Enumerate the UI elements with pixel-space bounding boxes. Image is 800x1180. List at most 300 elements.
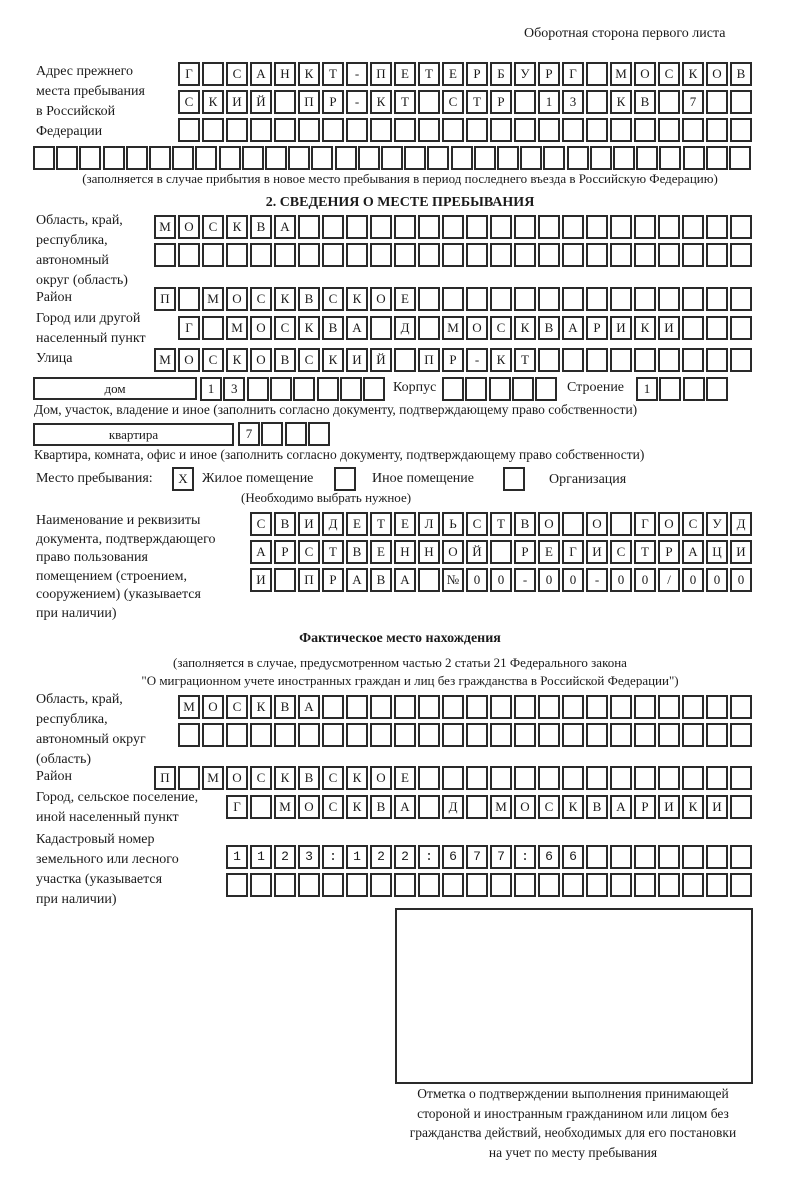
char-box[interactable]: Т (634, 540, 656, 564)
char-box[interactable]: О (538, 512, 560, 536)
char-box[interactable]: 0 (610, 568, 632, 592)
char-box[interactable] (514, 215, 536, 239)
char-box[interactable]: К (346, 287, 368, 311)
char-box[interactable]: С (322, 287, 344, 311)
char-box[interactable] (394, 118, 416, 142)
char-box[interactable] (610, 873, 632, 897)
char-box[interactable]: В (274, 695, 296, 719)
char-box[interactable] (610, 243, 632, 267)
char-box[interactable] (274, 243, 296, 267)
char-box[interactable]: В (586, 795, 608, 819)
char-box[interactable]: Е (394, 287, 416, 311)
char-box[interactable] (634, 118, 656, 142)
char-box[interactable]: О (442, 540, 464, 564)
char-box[interactable]: О (514, 795, 536, 819)
char-box[interactable]: И (250, 568, 272, 592)
char-box[interactable] (706, 287, 728, 311)
char-box[interactable]: К (370, 90, 392, 114)
char-box[interactable]: О (298, 795, 320, 819)
char-box[interactable]: С (682, 512, 704, 536)
char-box[interactable]: 7 (238, 422, 260, 446)
char-box[interactable] (298, 243, 320, 267)
char-box[interactable]: Е (538, 540, 560, 564)
char-box[interactable]: Ь (442, 512, 464, 536)
char-box[interactable] (178, 723, 200, 747)
char-box[interactable] (178, 243, 200, 267)
char-box[interactable]: Н (274, 62, 296, 86)
char-box[interactable] (706, 377, 728, 401)
char-box[interactable]: К (610, 90, 632, 114)
char-box[interactable] (466, 118, 488, 142)
char-box[interactable]: К (298, 62, 320, 86)
char-box[interactable] (274, 873, 296, 897)
char-box[interactable]: К (514, 316, 536, 340)
char-box[interactable] (490, 723, 512, 747)
char-box[interactable] (610, 348, 632, 372)
char-box[interactable]: О (370, 766, 392, 790)
char-box[interactable]: Й (370, 348, 392, 372)
char-box[interactable]: Г (562, 540, 584, 564)
char-box[interactable] (466, 795, 488, 819)
char-box[interactable]: Р (466, 62, 488, 86)
char-box[interactable]: А (562, 316, 584, 340)
char-box[interactable] (535, 377, 557, 401)
char-box[interactable] (442, 766, 464, 790)
char-box[interactable] (610, 512, 632, 536)
char-box[interactable] (586, 118, 608, 142)
char-box[interactable]: П (370, 62, 392, 86)
char-box[interactable]: К (274, 287, 296, 311)
char-box[interactable] (658, 348, 680, 372)
char-box[interactable]: М (178, 695, 200, 719)
char-box[interactable] (730, 723, 752, 747)
char-box[interactable] (322, 723, 344, 747)
char-box[interactable] (634, 695, 656, 719)
char-box[interactable] (586, 215, 608, 239)
char-box[interactable]: 0 (634, 568, 656, 592)
char-box[interactable] (427, 146, 449, 170)
char-box[interactable] (226, 723, 248, 747)
char-box[interactable]: Г (226, 795, 248, 819)
char-box[interactable] (538, 243, 560, 267)
char-box[interactable] (586, 348, 608, 372)
char-box[interactable]: Е (442, 62, 464, 86)
char-box[interactable]: Е (346, 512, 368, 536)
char-box[interactable] (474, 146, 496, 170)
char-box[interactable]: Й (250, 90, 272, 114)
char-box[interactable]: Р (442, 348, 464, 372)
char-box[interactable] (658, 723, 680, 747)
char-box[interactable]: В (298, 766, 320, 790)
char-box[interactable] (265, 146, 287, 170)
apt-type-field[interactable]: квартира (33, 423, 234, 446)
char-box[interactable] (250, 118, 272, 142)
char-box[interactable]: П (154, 287, 176, 311)
char-box[interactable]: Т (466, 90, 488, 114)
char-box[interactable] (514, 873, 536, 897)
char-box[interactable] (226, 873, 248, 897)
char-box[interactable]: Е (394, 512, 416, 536)
char-box[interactable] (706, 845, 728, 869)
char-box[interactable]: С (250, 287, 272, 311)
char-box[interactable]: И (586, 540, 608, 564)
char-box[interactable] (346, 695, 368, 719)
char-box[interactable] (178, 766, 200, 790)
char-box[interactable] (442, 873, 464, 897)
char-box[interactable]: О (658, 512, 680, 536)
char-box[interactable]: С (226, 695, 248, 719)
char-box[interactable] (466, 723, 488, 747)
char-box[interactable] (730, 795, 752, 819)
char-box[interactable] (567, 146, 589, 170)
char-box[interactable] (658, 287, 680, 311)
char-box[interactable] (658, 873, 680, 897)
char-box[interactable] (730, 845, 752, 869)
char-box[interactable] (490, 215, 512, 239)
char-box[interactable] (520, 146, 542, 170)
char-box[interactable] (322, 243, 344, 267)
char-box[interactable] (247, 377, 269, 401)
char-box[interactable] (586, 695, 608, 719)
char-box[interactable]: К (226, 215, 248, 239)
char-box[interactable] (682, 118, 704, 142)
char-box[interactable] (418, 215, 440, 239)
char-box[interactable] (562, 118, 584, 142)
char-box[interactable] (250, 723, 272, 747)
char-box[interactable]: Н (394, 540, 416, 564)
char-box[interactable] (308, 422, 330, 446)
char-box[interactable]: В (250, 215, 272, 239)
char-box[interactable]: В (346, 540, 368, 564)
char-box[interactable]: Е (394, 62, 416, 86)
char-box[interactable] (514, 723, 536, 747)
char-box[interactable] (274, 723, 296, 747)
char-box[interactable] (418, 568, 440, 592)
char-box[interactable]: О (202, 695, 224, 719)
char-box[interactable] (490, 287, 512, 311)
char-box[interactable]: Р (274, 540, 296, 564)
char-box[interactable]: Д (394, 316, 416, 340)
char-box[interactable]: Р (514, 540, 536, 564)
char-box[interactable]: 1 (200, 377, 222, 401)
char-box[interactable] (586, 723, 608, 747)
char-box[interactable] (394, 723, 416, 747)
char-box[interactable] (543, 146, 565, 170)
char-box[interactable] (466, 766, 488, 790)
char-box[interactable] (126, 146, 148, 170)
char-box[interactable]: М (154, 348, 176, 372)
char-box[interactable] (658, 845, 680, 869)
char-box[interactable] (682, 243, 704, 267)
char-box[interactable] (381, 146, 403, 170)
char-box[interactable]: Г (178, 62, 200, 86)
char-box[interactable]: С (250, 766, 272, 790)
char-box[interactable] (311, 146, 333, 170)
char-box[interactable] (562, 348, 584, 372)
char-box[interactable] (370, 118, 392, 142)
char-box[interactable]: В (514, 512, 536, 536)
char-box[interactable]: Г (634, 512, 656, 536)
char-box[interactable] (514, 90, 536, 114)
char-box[interactable]: Р (586, 316, 608, 340)
char-box[interactable] (514, 695, 536, 719)
char-box[interactable]: Т (418, 62, 440, 86)
char-box[interactable]: К (202, 90, 224, 114)
char-box[interactable] (634, 723, 656, 747)
char-box[interactable] (706, 348, 728, 372)
char-box[interactable] (730, 243, 752, 267)
char-box[interactable] (442, 723, 464, 747)
char-box[interactable] (202, 62, 224, 86)
char-box[interactable] (418, 316, 440, 340)
char-box[interactable]: - (586, 568, 608, 592)
char-box[interactable]: У (514, 62, 536, 86)
char-box[interactable] (219, 146, 241, 170)
char-box[interactable]: О (226, 287, 248, 311)
char-box[interactable] (706, 316, 728, 340)
char-box[interactable]: К (346, 766, 368, 790)
char-box[interactable] (490, 118, 512, 142)
char-box[interactable] (610, 118, 632, 142)
char-box[interactable] (442, 118, 464, 142)
char-box[interactable] (317, 377, 339, 401)
char-box[interactable]: Ц (706, 540, 728, 564)
char-box[interactable] (394, 215, 416, 239)
char-box[interactable] (202, 118, 224, 142)
char-box[interactable]: О (370, 287, 392, 311)
char-box[interactable]: Е (370, 540, 392, 564)
char-box[interactable] (466, 287, 488, 311)
char-box[interactable] (298, 873, 320, 897)
char-box[interactable]: О (226, 766, 248, 790)
char-box[interactable]: А (394, 568, 416, 592)
char-box[interactable]: С (298, 348, 320, 372)
char-box[interactable]: А (682, 540, 704, 564)
char-box[interactable]: 0 (730, 568, 752, 592)
char-box[interactable] (442, 287, 464, 311)
char-box[interactable]: И (658, 795, 680, 819)
char-box[interactable]: М (274, 795, 296, 819)
char-box[interactable] (497, 146, 519, 170)
char-box[interactable]: 7 (682, 90, 704, 114)
char-box[interactable] (706, 873, 728, 897)
char-box[interactable] (610, 287, 632, 311)
char-box[interactable]: К (298, 316, 320, 340)
char-box[interactable]: 0 (466, 568, 488, 592)
char-box[interactable] (682, 348, 704, 372)
char-box[interactable]: А (250, 540, 272, 564)
char-box[interactable]: В (322, 316, 344, 340)
char-box[interactable] (451, 146, 473, 170)
char-box[interactable] (538, 287, 560, 311)
char-box[interactable]: Т (322, 62, 344, 86)
char-box[interactable]: 0 (562, 568, 584, 592)
char-box[interactable] (538, 348, 560, 372)
char-box[interactable] (538, 766, 560, 790)
char-box[interactable] (202, 723, 224, 747)
char-box[interactable] (149, 146, 171, 170)
char-box[interactable] (730, 766, 752, 790)
char-box[interactable]: Б (490, 62, 512, 86)
char-box[interactable]: М (226, 316, 248, 340)
char-box[interactable] (288, 146, 310, 170)
char-box[interactable] (285, 422, 307, 446)
char-box[interactable] (658, 695, 680, 719)
char-box[interactable]: И (610, 316, 632, 340)
char-box[interactable]: - (466, 348, 488, 372)
char-box[interactable]: К (490, 348, 512, 372)
char-box[interactable] (610, 845, 632, 869)
char-box[interactable] (178, 287, 200, 311)
char-box[interactable] (490, 695, 512, 719)
char-box[interactable] (730, 90, 752, 114)
char-box[interactable] (346, 243, 368, 267)
char-box[interactable] (466, 215, 488, 239)
char-box[interactable] (682, 766, 704, 790)
char-box[interactable]: С (538, 795, 560, 819)
char-box[interactable] (682, 723, 704, 747)
char-box[interactable] (370, 873, 392, 897)
char-box[interactable]: В (370, 568, 392, 592)
char-box[interactable] (346, 723, 368, 747)
char-box[interactable]: 3 (223, 377, 245, 401)
char-box[interactable]: Д (442, 795, 464, 819)
char-box[interactable] (634, 873, 656, 897)
char-box[interactable] (514, 243, 536, 267)
char-box[interactable] (33, 146, 55, 170)
char-box[interactable]: И (730, 540, 752, 564)
char-box[interactable] (394, 695, 416, 719)
char-box[interactable]: А (346, 316, 368, 340)
char-box[interactable] (658, 118, 680, 142)
char-box[interactable]: Т (370, 512, 392, 536)
char-box[interactable] (56, 146, 78, 170)
char-box[interactable] (538, 723, 560, 747)
char-box[interactable] (202, 243, 224, 267)
char-box[interactable] (586, 873, 608, 897)
char-box[interactable]: М (202, 287, 224, 311)
char-box[interactable]: К (274, 766, 296, 790)
char-box[interactable] (418, 90, 440, 114)
char-box[interactable]: - (514, 568, 536, 592)
char-box[interactable] (730, 316, 752, 340)
char-box[interactable] (298, 118, 320, 142)
char-box[interactable] (659, 377, 681, 401)
char-box[interactable]: Д (322, 512, 344, 536)
char-box[interactable]: - (346, 90, 368, 114)
char-box[interactable] (610, 215, 632, 239)
char-box[interactable]: Р (658, 540, 680, 564)
char-box[interactable] (613, 146, 635, 170)
char-box[interactable] (490, 873, 512, 897)
char-box[interactable] (634, 766, 656, 790)
char-box[interactable] (370, 316, 392, 340)
char-box[interactable] (270, 377, 292, 401)
char-box[interactable]: С (610, 540, 632, 564)
char-box[interactable]: С (178, 90, 200, 114)
char-box[interactable]: 1 (636, 377, 658, 401)
char-box[interactable]: С (322, 766, 344, 790)
char-box[interactable] (335, 146, 357, 170)
char-box[interactable]: С (250, 512, 272, 536)
char-box[interactable]: К (250, 695, 272, 719)
char-box[interactable]: А (298, 695, 320, 719)
char-box[interactable]: И (706, 795, 728, 819)
char-box[interactable]: У (706, 512, 728, 536)
char-box[interactable] (322, 215, 344, 239)
char-box[interactable]: П (298, 568, 320, 592)
char-box[interactable]: А (346, 568, 368, 592)
char-box[interactable]: А (610, 795, 632, 819)
char-box[interactable] (465, 377, 487, 401)
char-box[interactable] (562, 243, 584, 267)
char-box[interactable] (489, 377, 511, 401)
char-box[interactable] (562, 512, 584, 536)
char-box[interactable] (730, 215, 752, 239)
char-box[interactable]: 3 (562, 90, 584, 114)
char-box[interactable] (418, 766, 440, 790)
char-box[interactable] (683, 146, 705, 170)
char-box[interactable] (250, 873, 272, 897)
char-box[interactable] (363, 377, 385, 401)
char-box[interactable]: О (178, 215, 200, 239)
char-box[interactable] (706, 723, 728, 747)
char-box[interactable]: А (394, 795, 416, 819)
char-box[interactable]: К (346, 795, 368, 819)
char-box[interactable]: П (418, 348, 440, 372)
char-box[interactable] (683, 377, 705, 401)
char-box[interactable]: С (658, 62, 680, 86)
char-box[interactable]: П (154, 766, 176, 790)
char-box[interactable] (418, 118, 440, 142)
char-box[interactable] (172, 146, 194, 170)
char-box[interactable] (658, 90, 680, 114)
char-box[interactable] (418, 695, 440, 719)
char-box[interactable]: 0 (490, 568, 512, 592)
char-box[interactable]: К (682, 795, 704, 819)
char-box[interactable] (514, 766, 536, 790)
char-box[interactable] (659, 146, 681, 170)
char-box[interactable]: М (490, 795, 512, 819)
char-box[interactable]: И (298, 512, 320, 536)
char-box[interactable] (706, 695, 728, 719)
char-box[interactable] (682, 695, 704, 719)
char-box[interactable] (658, 766, 680, 790)
char-box[interactable] (418, 873, 440, 897)
char-box[interactable] (730, 118, 752, 142)
char-box[interactable] (538, 873, 560, 897)
char-box[interactable]: О (586, 512, 608, 536)
char-box[interactable]: 0 (682, 568, 704, 592)
char-box[interactable] (370, 215, 392, 239)
char-box[interactable] (706, 243, 728, 267)
char-box[interactable]: В (274, 512, 296, 536)
char-box[interactable] (562, 873, 584, 897)
char-box[interactable] (586, 62, 608, 86)
char-box[interactable] (562, 215, 584, 239)
char-box[interactable] (586, 287, 608, 311)
char-box[interactable]: П (298, 90, 320, 114)
char-box[interactable]: Й (466, 540, 488, 564)
char-box[interactable] (562, 723, 584, 747)
char-box[interactable]: В (370, 795, 392, 819)
char-box[interactable]: М (202, 766, 224, 790)
char-box[interactable]: В (274, 348, 296, 372)
char-box[interactable] (514, 118, 536, 142)
char-box[interactable] (226, 243, 248, 267)
char-box[interactable] (682, 873, 704, 897)
char-box[interactable] (706, 215, 728, 239)
